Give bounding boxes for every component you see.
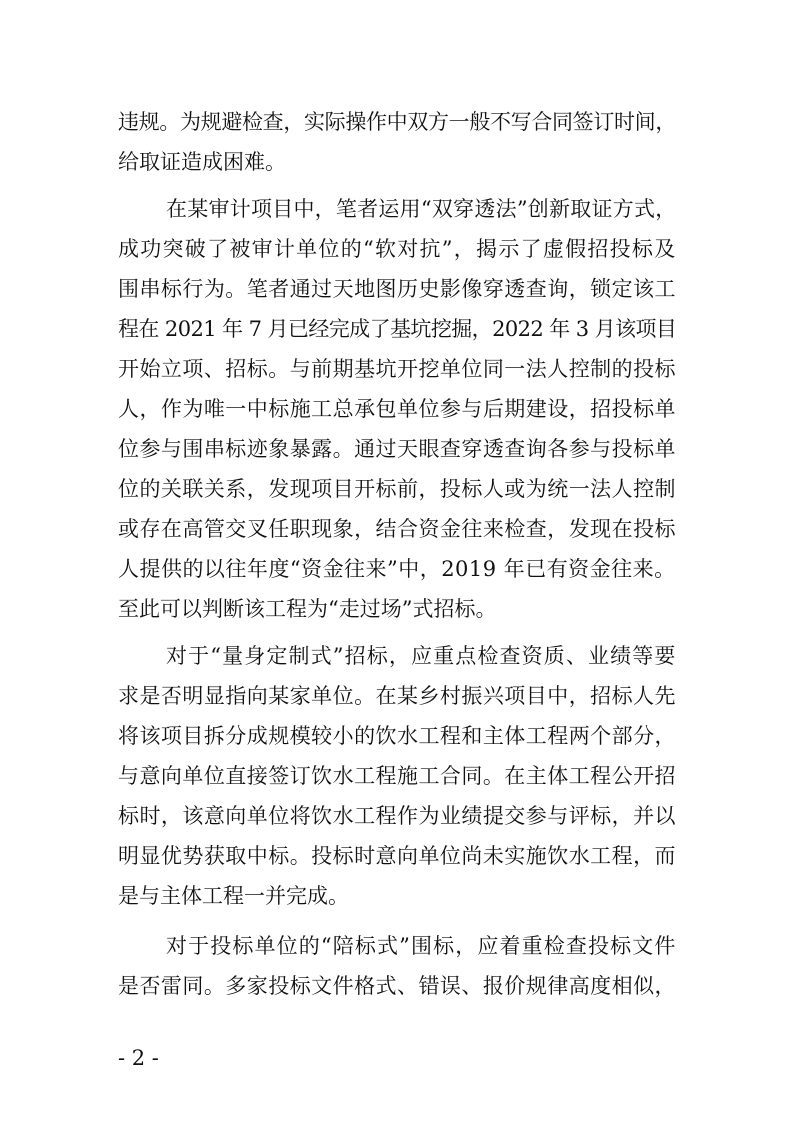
text-line: 给取证造成困难。 [118, 150, 286, 174]
text-line: 位的关联关系，发现项目开标前，投标人或为统一法人控制 [118, 477, 676, 501]
text-line: 对于“量身定制式”招标，应重点检查资质、业绩等要 [166, 644, 677, 668]
text-line: 求是否明显指向某家单位。在某乡村振兴项目中，招标人先 [118, 684, 676, 708]
page-number: - 2 - [118, 1046, 159, 1070]
text-line: 成功突破了被审计单位的“软对抗”，揭示了虚假招投标及 [118, 237, 677, 261]
text-line: 标时，该意向单位将饮水工程作为业绩提交参与评标，并以 [118, 804, 676, 828]
text-line: 人，作为唯一中标施工总承包单位参与后期建设，招投标单 [118, 397, 676, 421]
text-line: 在某审计项目中，笔者运用“双穿透法”创新取证方式， [166, 197, 677, 221]
text-line: 程在 2021 年 7 月已经完成了基坑挖掘，2022 年 3 月该项目 [118, 317, 677, 341]
text-line: 至此可以判断该工程为“走过场”式招标。 [118, 597, 497, 621]
text-line: 对于投标单位的“陪标式”围标，应着重检查投标文件 [166, 934, 677, 958]
text-line: 与意向单位直接签订饮水工程施工合同。在主体工程公开招 [118, 764, 676, 788]
text-line: 将该项目拆分成规模较小的饮水工程和主体工程两个部分， [118, 724, 676, 748]
text-line: 是与主体工程一并完成。 [118, 884, 349, 908]
text-line: 违规。为规避检查，实际操作中双方一般不写合同签订时间， [118, 110, 676, 134]
text-line: 围串标行为。笔者通过天地图历史影像穿透查询，锁定该工 [118, 277, 676, 301]
text-line: 开始立项、招标。与前期基坑开挖单位同一法人控制的投标 [118, 357, 676, 381]
text-line: 或存在高管交叉任职现象，结合资金往来检查，发现在投标 [118, 517, 676, 541]
text-line: 是否雷同。多家投标文件格式、错误、报价规律高度相似， [118, 974, 676, 998]
text-line: 明显优势获取中标。投标时意向单位尚未实施饮水工程，而 [118, 844, 676, 868]
text-line: 人提供的以往年度“资金往来”中，2019 年已有资金往来。 [118, 557, 676, 581]
text-line: 位参与围串标迹象暴露。通过天眼查穿透查询各参与投标单 [118, 437, 676, 461]
